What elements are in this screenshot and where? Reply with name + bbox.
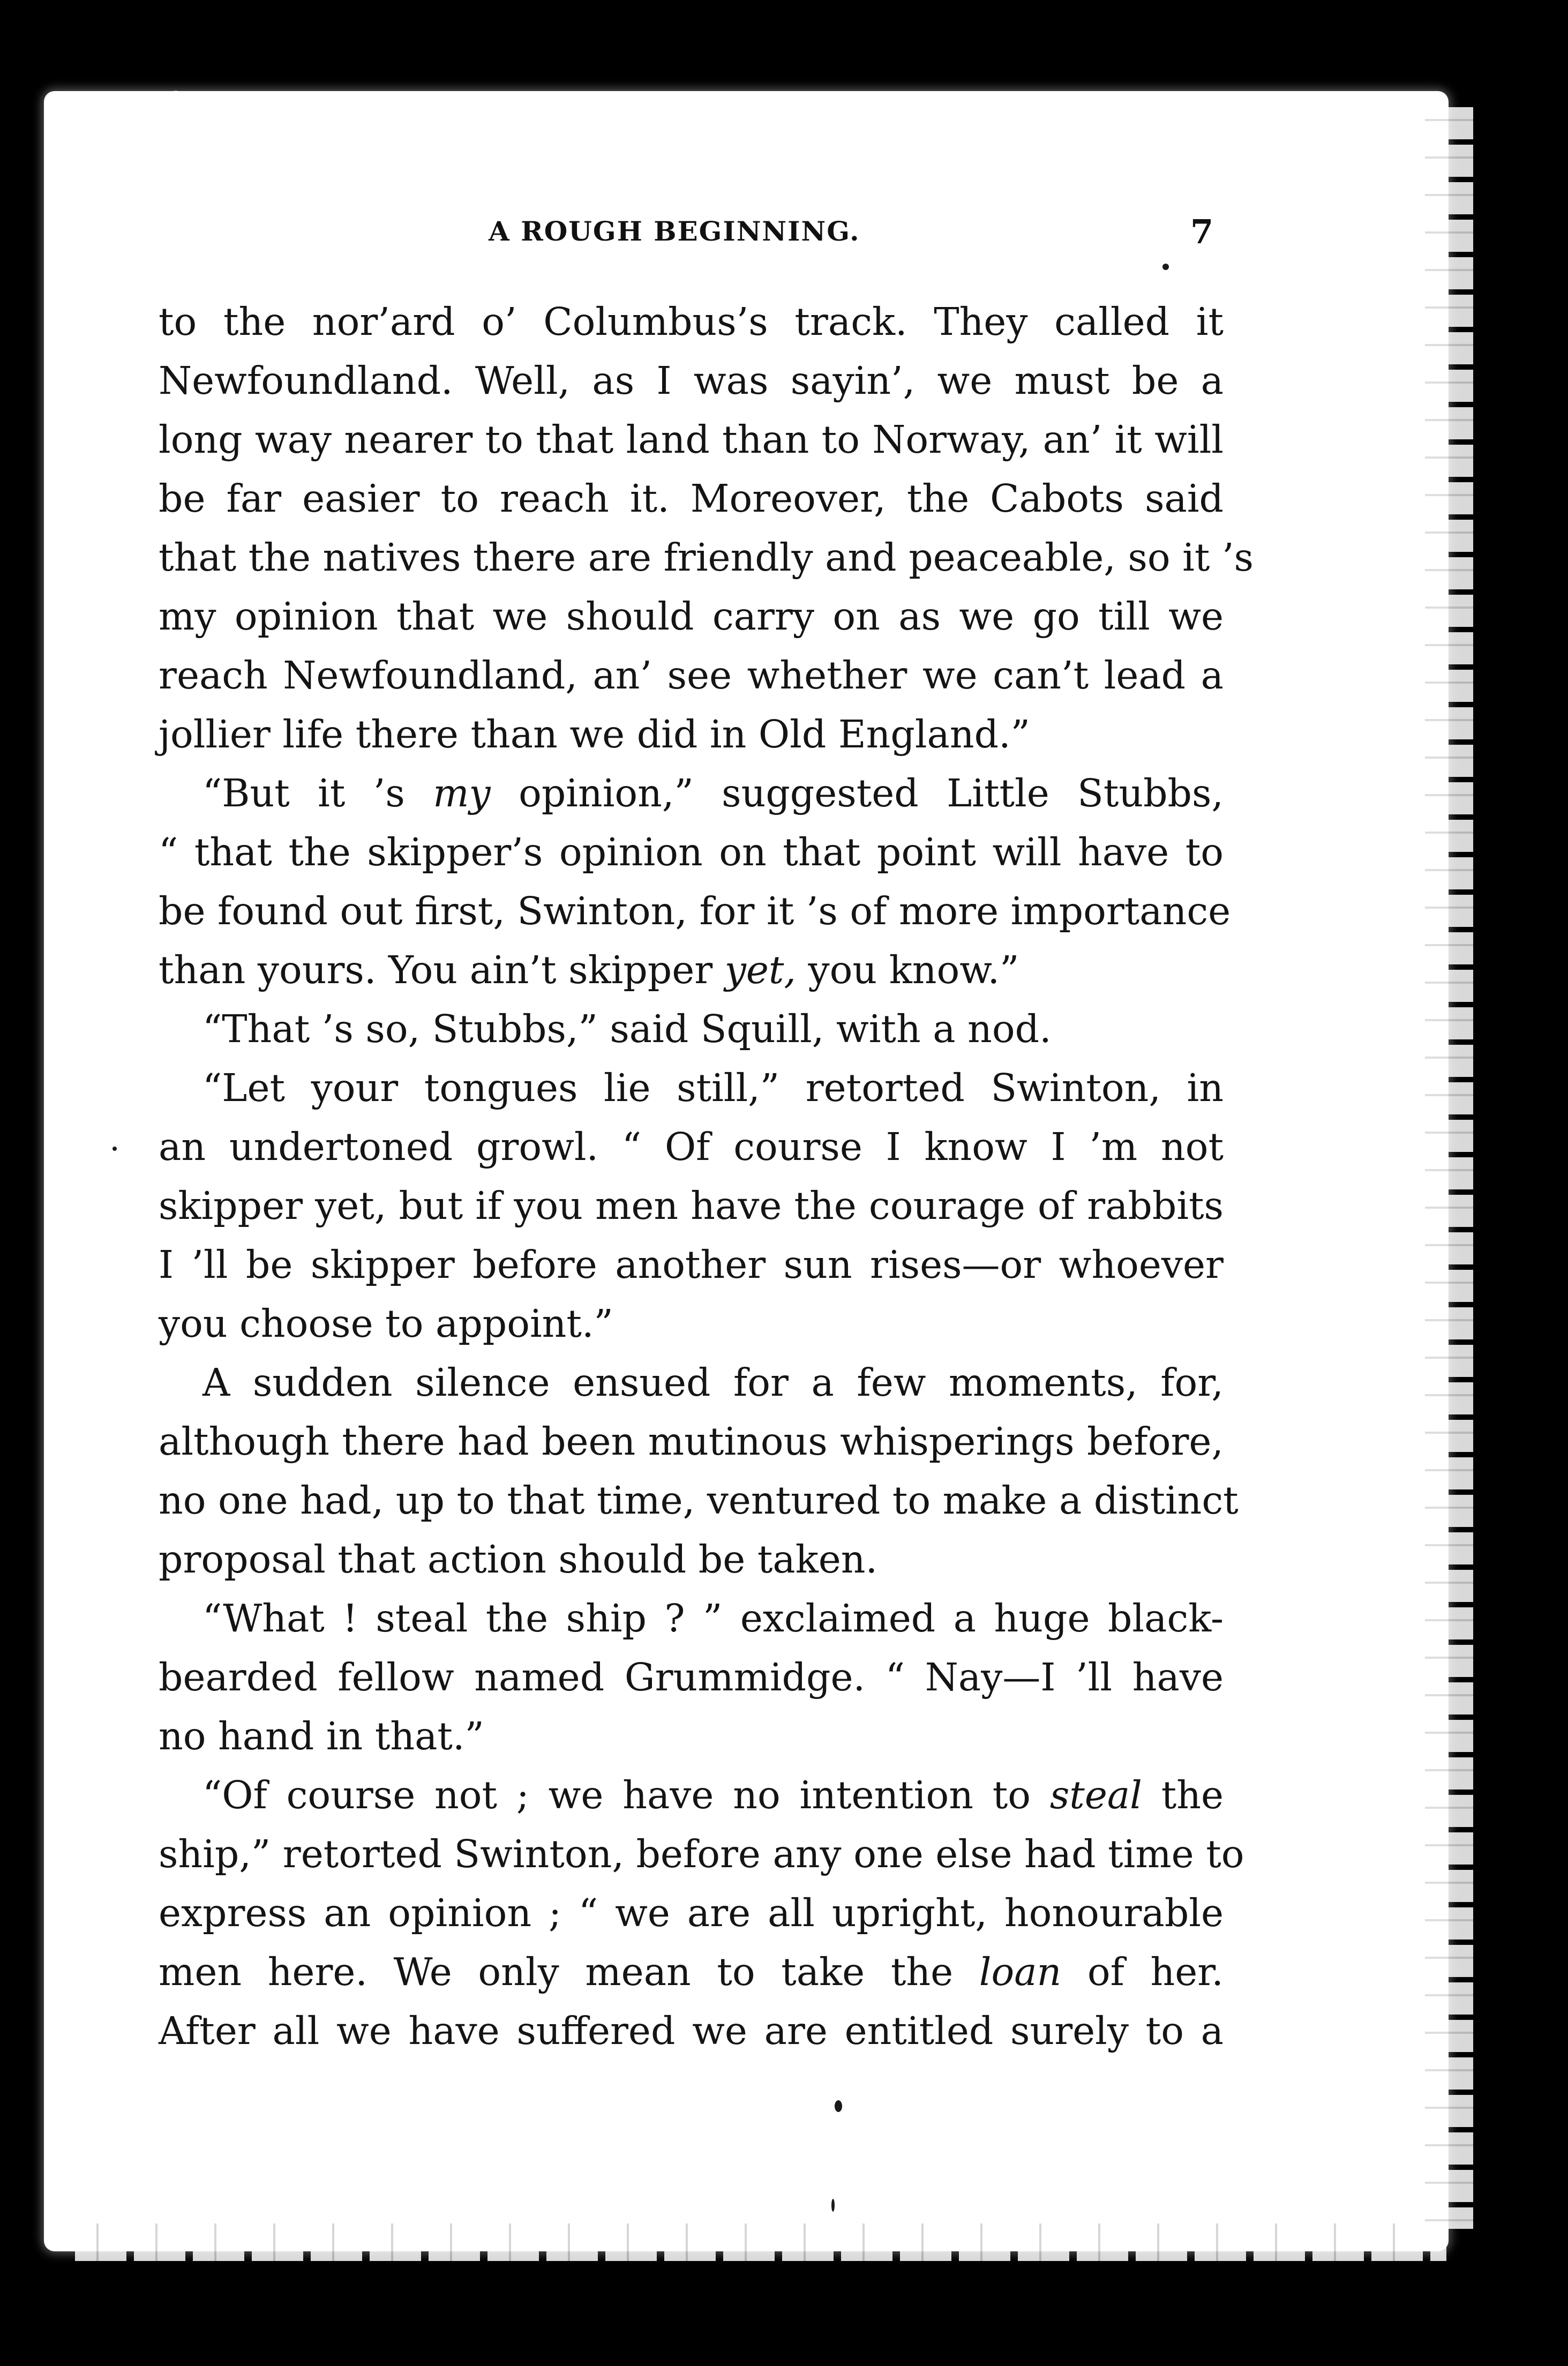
text-line: “That ’s so, Stubbs,” said Squill, with a nod. xyxy=(202,1007,1052,1051)
text-line: than yours. You ain’t skipper yet, you know.” xyxy=(159,948,1019,992)
text-line: Newfoundland. Well, as I was sayin’, we must be a xyxy=(159,358,1224,403)
text-line: ship,” retorted Swinton, before any one else had time to xyxy=(159,1832,1244,1876)
text-line: no hand in that.” xyxy=(159,1714,484,1758)
text-line: After all we have suffered we are entitled surely to a xyxy=(159,2009,1224,2053)
text-line: although there had been mutinous whisperings before, xyxy=(159,1419,1224,1464)
text-line: be far easier to reach it. Moreover, the Cabots said xyxy=(159,476,1224,521)
text-line: skipper yet, but if you men have the courage of rabbits xyxy=(159,1184,1224,1228)
running-title: A ROUGH BEGINNING. xyxy=(489,215,860,247)
scan-speck xyxy=(835,2100,842,2112)
page-number: 7 xyxy=(1190,212,1214,251)
text-line: bearded fellow named Grummidge. “ Nay—I ’ll have xyxy=(159,1655,1224,1699)
text-line: “But it ’s my opinion,” suggested Little Stubbs, xyxy=(202,771,1224,815)
text-line: long way nearer to that land than to Norway, an’ it will xyxy=(159,417,1224,462)
text-line: reach Newfoundland, an’ see whether we can’t lead a xyxy=(159,653,1224,698)
running-header xyxy=(0,212,1568,258)
text-line: “What ! steal the ship ? ” exclaimed a huge black- xyxy=(202,1596,1224,1641)
scan-speck xyxy=(112,1147,117,1151)
text-line: jollier life there than we did in Old England.” xyxy=(159,712,1030,757)
text-line: “Of course not ; we have no intention to steal the xyxy=(202,1773,1224,1817)
italic-word: steal xyxy=(1049,1773,1142,1817)
text-line: you choose to appoint.” xyxy=(159,1301,613,1346)
text-line: an undertoned growl. “ Of course I know I ’m not xyxy=(159,1125,1224,1169)
text-line: “Let your tongues lie still,” retorted Swinton, in xyxy=(202,1066,1224,1110)
text-line: to the nor’ard o’ Columbus’s track. They called it xyxy=(159,300,1224,344)
italic-word: yet, xyxy=(724,948,796,992)
italic-word: loan xyxy=(979,1950,1062,1994)
body-text xyxy=(159,293,1254,2061)
text-line: that the natives there are friendly and peaceable, so it ’s xyxy=(159,535,1254,580)
text-line: be found out first, Swinton, for it ’s of more importance xyxy=(159,889,1231,933)
text-line: men here. We only mean to take the loan of her. xyxy=(159,1950,1224,1994)
scan-speck xyxy=(1162,264,1169,270)
text-line: my opinion that we should carry on as we go till we xyxy=(159,594,1224,639)
italic-word: my xyxy=(433,771,491,815)
text-line: proposal that action should be taken. xyxy=(159,1537,878,1582)
text-line: no one had, up to that time, ventured to make a distinct xyxy=(159,1478,1239,1523)
text-line: A sudden silence ensued for a few moments, for, xyxy=(202,1360,1224,1405)
text-line: “ that the skipper’s opinion on that point will have to xyxy=(159,830,1224,874)
text-line: express an opinion ; “ we are all upright, honourable xyxy=(159,1891,1224,1935)
text-line: I ’ll be skipper before another sun rises—or whoever xyxy=(159,1242,1224,1287)
scan-speck xyxy=(831,2199,835,2212)
